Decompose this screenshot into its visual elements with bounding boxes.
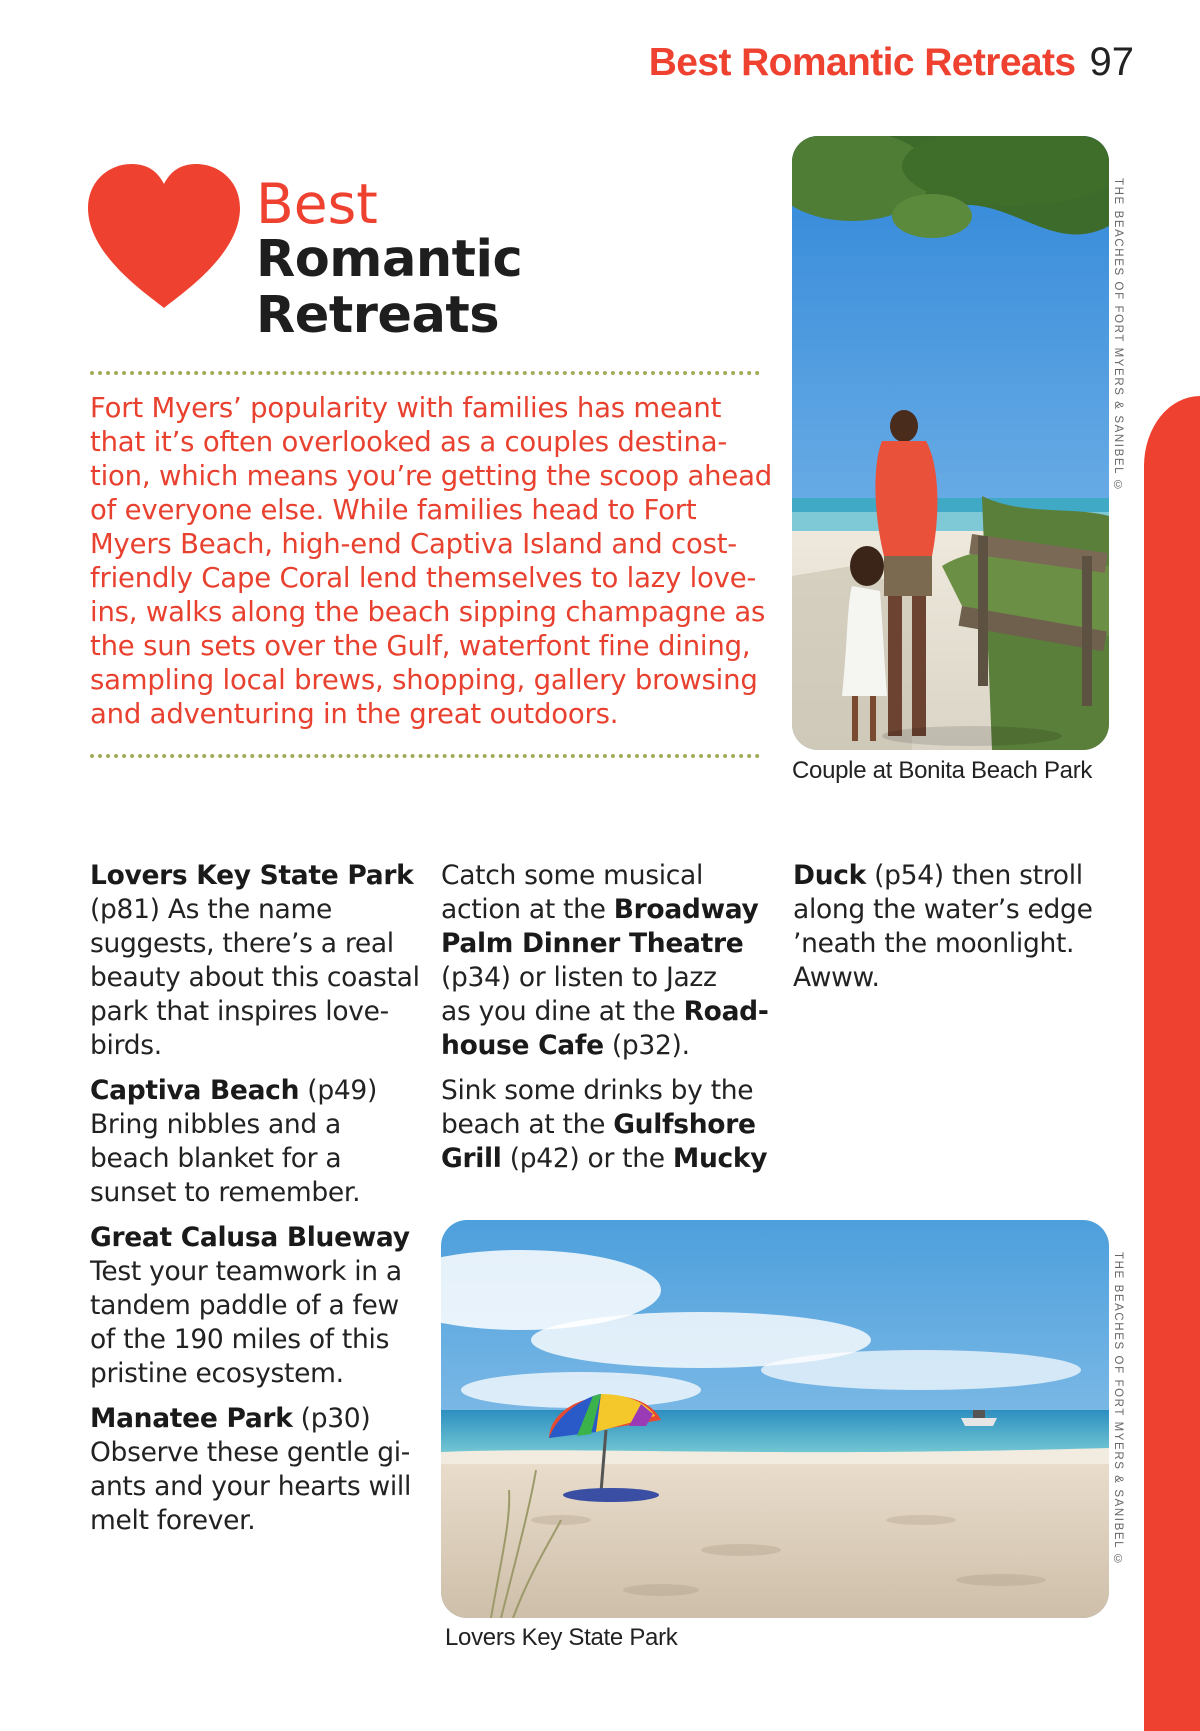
photo-caption: Lovers Key State Park: [445, 1624, 678, 1651]
place-name: Lovers Key State Park: [90, 860, 414, 891]
list-item: [90, 1221, 420, 1391]
page-number: 97: [1089, 40, 1134, 84]
running-head: [649, 40, 1134, 85]
entry-text: beauty about this coastal: [90, 962, 420, 993]
entry-text: beach at the: [441, 1109, 614, 1140]
entry-text: tandem paddle of a few: [90, 1290, 399, 1321]
photo-caption: Couple at Bonita Beach Park: [792, 757, 1093, 784]
entry-text: birds.: [90, 1030, 162, 1061]
entry-text: action at the: [441, 894, 614, 925]
entry-text: ants and your hearts will: [90, 1471, 412, 1502]
column-3: [793, 859, 1113, 1006]
place-name: Captiva Beach: [90, 1075, 300, 1106]
intro-line: of everyone else. While families head to Fort: [90, 494, 697, 526]
entry-text: Catch some musical: [441, 860, 704, 891]
entry-text: (p81) As the name: [90, 894, 332, 925]
list-item: [441, 859, 781, 1063]
entry-text: as you dine at the: [441, 996, 684, 1027]
page-ref: (p32).: [603, 1030, 690, 1061]
intro-line: Fort Myers’ popularity with families has meant: [90, 392, 722, 424]
entry-text: (p34) or listen to Jazz: [441, 962, 717, 993]
entry-text: Awww.: [793, 962, 880, 993]
page-ref: (p49): [299, 1075, 378, 1106]
list-item: [441, 1074, 781, 1176]
entry-text: along the water’s edge: [793, 894, 1093, 925]
place-name: house Cafe: [441, 1030, 604, 1061]
place-name: Gulfshore: [613, 1109, 756, 1140]
entry-text: suggests, there’s a real: [90, 928, 394, 959]
intro-line: ins, walks along the beach sipping champagne as: [90, 596, 766, 628]
beach-photo: [441, 1220, 1109, 1618]
list-item: [793, 859, 1113, 995]
chapter-tab: [1144, 396, 1200, 1731]
entry-text: Bring nibbles and a: [90, 1109, 341, 1140]
intro-line: and adventuring in the great outdoors.: [90, 698, 619, 730]
entry-text: of the 190 miles of this: [90, 1324, 390, 1355]
entry-text: sunset to remember.: [90, 1177, 361, 1208]
entry-text: Observe these gentle gi-: [90, 1437, 411, 1468]
place-name: Road-: [683, 996, 769, 1027]
entry-text: melt forever.: [90, 1505, 256, 1536]
list-item: [90, 859, 420, 1063]
intro-line: that it’s often overlooked as a couples destina-: [90, 426, 728, 458]
place-name: Duck: [793, 860, 866, 891]
place-name: Grill: [441, 1143, 502, 1174]
running-head-title: Best Romantic Retreats: [648, 41, 1076, 84]
entry-text: Sink some drinks by the: [441, 1075, 754, 1106]
page-ref: (p54) then stroll: [866, 860, 1083, 891]
divider-top: [90, 371, 760, 375]
photo-credit: THE BEACHES OF FORT MYERS & SANIBEL ©: [1112, 178, 1124, 494]
page-ref: (p42) or the: [501, 1143, 673, 1174]
title-retreats: Retreats: [256, 286, 500, 345]
intro-line: friendly Cape Coral lend themselves to lazy love-: [90, 562, 757, 594]
title-best: Best: [256, 172, 378, 236]
divider-bottom: [90, 754, 760, 758]
list-item: [90, 1074, 420, 1210]
intro-line: sampling local brews, shopping, gallery browsing: [90, 664, 758, 696]
place-name: Broadway: [613, 894, 759, 925]
photo-credit: THE BEACHES OF FORT MYERS & SANIBEL ©: [1112, 1252, 1124, 1568]
entry-text: ’neath the moonlight.: [793, 928, 1075, 959]
column-1: [90, 859, 420, 1549]
list-item: [90, 1402, 420, 1538]
entry-text: pristine ecosystem.: [90, 1358, 344, 1389]
column-2: [441, 859, 781, 1187]
place-name: Mucky: [672, 1143, 768, 1174]
title-romantic: Romantic: [256, 230, 523, 289]
heart-icon: [88, 164, 240, 310]
place-name: Palm Dinner Theatre: [441, 928, 744, 959]
intro-line: Myers Beach, high-end Captiva Island and cost-: [90, 528, 738, 560]
place-name: Great Calusa Blueway: [90, 1222, 410, 1253]
place-name: Manatee Park: [90, 1403, 293, 1434]
intro-paragraph: [90, 391, 770, 731]
entry-text: Test your teamwork in a: [90, 1256, 402, 1287]
intro-line: tion, which means you’re getting the scoop ahead: [90, 460, 772, 492]
intro-line: the sun sets over the Gulf, waterfont fine dining,: [90, 630, 751, 662]
page-ref: (p30): [292, 1403, 371, 1434]
page-title: [256, 172, 523, 345]
entry-text: beach blanket for a: [90, 1143, 342, 1174]
entry-text: park that inspires love-: [90, 996, 389, 1027]
couple-photo: [792, 136, 1109, 750]
